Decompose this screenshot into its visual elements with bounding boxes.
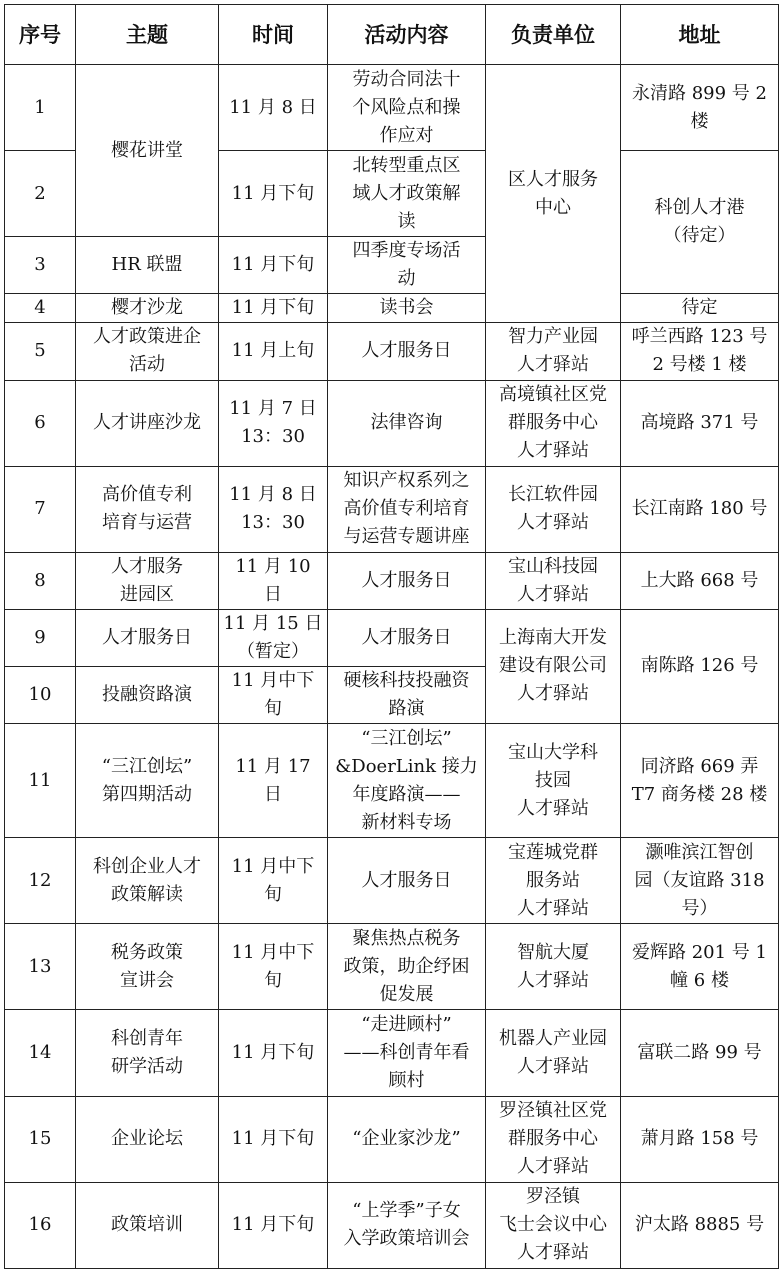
cell-address: 高境路 371 号 bbox=[621, 380, 779, 466]
cell-time: 11 月上旬 bbox=[219, 323, 328, 380]
cell-time: 11 月 8 日 bbox=[219, 65, 328, 151]
header-topic: 主题 bbox=[76, 5, 219, 65]
cell-time: 11 月下旬 bbox=[219, 294, 328, 323]
cell-content: 人才服务日 bbox=[328, 609, 486, 666]
table-row bbox=[5, 380, 779, 466]
cell-address: 萧月路 158 号 bbox=[621, 1096, 779, 1182]
cell-no: 3 bbox=[5, 237, 76, 294]
cell-no: 12 bbox=[5, 838, 76, 924]
cell-address: 上大路 668 号 bbox=[621, 552, 779, 609]
cell-unit: 上海南大开发 建设有限公司 人才驿站 bbox=[486, 609, 621, 723]
cell-topic: 人才讲座沙龙 bbox=[76, 380, 219, 466]
cell-content: 人才服务日 bbox=[328, 552, 486, 609]
cell-time: 11 月 17 日 bbox=[219, 724, 328, 838]
cell-address: 南陈路 126 号 bbox=[621, 609, 779, 723]
cell-no: 2 bbox=[5, 151, 76, 237]
cell-unit: 长江软件园 人才驿站 bbox=[486, 466, 621, 552]
cell-content: “上学季”子女 入学政策培训会 bbox=[328, 1182, 486, 1268]
cell-address: 永清路 899 号 2 楼 bbox=[621, 65, 779, 151]
cell-time: 11 月中下 旬 bbox=[219, 924, 328, 1010]
cell-no: 4 bbox=[5, 294, 76, 323]
header-time: 时间 bbox=[219, 5, 328, 65]
table-header-row bbox=[5, 5, 779, 65]
cell-unit: 智航大厦 人才驿站 bbox=[486, 924, 621, 1010]
table-row bbox=[5, 724, 779, 838]
cell-content: “企业家沙龙” bbox=[328, 1096, 486, 1182]
cell-time: 11 月 15 日 （暂定） bbox=[219, 609, 328, 666]
cell-time: 11 月 10 日 bbox=[219, 552, 328, 609]
cell-content: 知识产权系列之 高价值专利培育 与运营专题讲座 bbox=[328, 466, 486, 552]
cell-address: 富联二路 99 号 bbox=[621, 1010, 779, 1096]
cell-topic: 樱花讲堂 bbox=[76, 65, 219, 237]
cell-time: 11 月 8 日 13：30 bbox=[219, 466, 328, 552]
cell-no: 13 bbox=[5, 924, 76, 1010]
table-row bbox=[5, 838, 779, 924]
cell-no: 9 bbox=[5, 609, 76, 666]
cell-unit: 高境镇社区党 群服务中心 人才驿站 bbox=[486, 380, 621, 466]
cell-content: 四季度专场活 动 bbox=[328, 237, 486, 294]
header-content: 活动内容 bbox=[328, 5, 486, 65]
cell-time: 11 月下旬 bbox=[219, 1010, 328, 1096]
cell-no: 6 bbox=[5, 380, 76, 466]
cell-content: 劳动合同法十 个风险点和操 作应对 bbox=[328, 65, 486, 151]
cell-time: 11 月 7 日 13：30 bbox=[219, 380, 328, 466]
cell-content: 读书会 bbox=[328, 294, 486, 323]
cell-unit: 智力产业园 人才驿站 bbox=[486, 323, 621, 380]
cell-address: 待定 bbox=[621, 294, 779, 323]
cell-topic: 人才政策进企 活动 bbox=[76, 323, 219, 380]
cell-no: 5 bbox=[5, 323, 76, 380]
header-no: 序号 bbox=[5, 5, 76, 65]
table-row bbox=[5, 924, 779, 1010]
cell-unit: 罗泾镇 飞士会议中心 人才驿站 bbox=[486, 1182, 621, 1268]
table-row bbox=[5, 65, 779, 151]
cell-unit: 宝莲城党群 服务站 人才驿站 bbox=[486, 838, 621, 924]
cell-address: 沪太路 8885 号 bbox=[621, 1182, 779, 1268]
cell-content: 法律咨询 bbox=[328, 380, 486, 466]
cell-unit: 区人才服务 中心 bbox=[486, 65, 621, 323]
cell-content: 人才服务日 bbox=[328, 838, 486, 924]
cell-unit: 罗泾镇社区党 群服务中心 人才驿站 bbox=[486, 1096, 621, 1182]
cell-time: 11 月中下 旬 bbox=[219, 838, 328, 924]
cell-time: 11 月下旬 bbox=[219, 1182, 328, 1268]
table-row bbox=[5, 552, 779, 609]
cell-content: “三江创坛” &DoerLink 接力 年度路演—— 新材料专场 bbox=[328, 724, 486, 838]
cell-content: 北转型重点区 域人才政策解 读 bbox=[328, 151, 486, 237]
table-row bbox=[5, 1096, 779, 1182]
cell-address: 呼兰西路 123 号 2 号楼 1 楼 bbox=[621, 323, 779, 380]
cell-topic: HR 联盟 bbox=[76, 237, 219, 294]
cell-address: 长江南路 180 号 bbox=[621, 466, 779, 552]
table-row bbox=[5, 1182, 779, 1268]
cell-content: 人才服务日 bbox=[328, 323, 486, 380]
cell-topic: 企业论坛 bbox=[76, 1096, 219, 1182]
cell-topic: 樱才沙龙 bbox=[76, 294, 219, 323]
cell-no: 14 bbox=[5, 1010, 76, 1096]
cell-no: 10 bbox=[5, 666, 76, 723]
cell-address: 同济路 669 弄 T7 商务楼 28 楼 bbox=[621, 724, 779, 838]
table-row bbox=[5, 323, 779, 380]
cell-no: 11 bbox=[5, 724, 76, 838]
table-row bbox=[5, 609, 779, 666]
cell-content: 聚焦热点税务 政策，助企纾困 促发展 bbox=[328, 924, 486, 1010]
cell-topic: 科创企业人才 政策解读 bbox=[76, 838, 219, 924]
cell-no: 15 bbox=[5, 1096, 76, 1182]
table-row bbox=[5, 466, 779, 552]
cell-content: 硬核科技投融资 路演 bbox=[328, 666, 486, 723]
cell-content: “走进顾村” ——科创青年看 顾村 bbox=[328, 1010, 486, 1096]
cell-topic: 高价值专利 培育与运营 bbox=[76, 466, 219, 552]
table-row bbox=[5, 294, 779, 323]
cell-topic: 政策培训 bbox=[76, 1182, 219, 1268]
header-unit: 负责单位 bbox=[486, 5, 621, 65]
cell-no: 7 bbox=[5, 466, 76, 552]
cell-time: 11 月下旬 bbox=[219, 237, 328, 294]
activity-schedule-table bbox=[4, 4, 779, 1269]
cell-no: 16 bbox=[5, 1182, 76, 1268]
cell-no: 1 bbox=[5, 65, 76, 151]
cell-address: 科创人才港 （待定） bbox=[621, 151, 779, 294]
header-address: 地址 bbox=[621, 5, 779, 65]
cell-time: 11 月中下 旬 bbox=[219, 666, 328, 723]
cell-topic: 税务政策 宣讲会 bbox=[76, 924, 219, 1010]
cell-address: 爱辉路 201 号 1 幢 6 楼 bbox=[621, 924, 779, 1010]
cell-topic: 人才服务日 bbox=[76, 609, 219, 666]
cell-topic: “三江创坛” 第四期活动 bbox=[76, 724, 219, 838]
cell-time: 11 月下旬 bbox=[219, 151, 328, 237]
table-row bbox=[5, 1010, 779, 1096]
cell-unit: 宝山科技园 人才驿站 bbox=[486, 552, 621, 609]
cell-address: 灏唯滨江智创 园（友谊路 318 号） bbox=[621, 838, 779, 924]
cell-unit: 机器人产业园 人才驿站 bbox=[486, 1010, 621, 1096]
cell-topic: 投融资路演 bbox=[76, 666, 219, 723]
cell-time: 11 月下旬 bbox=[219, 1096, 328, 1182]
cell-unit: 宝山大学科 技园 人才驿站 bbox=[486, 724, 621, 838]
cell-no: 8 bbox=[5, 552, 76, 609]
cell-topic: 科创青年 研学活动 bbox=[76, 1010, 219, 1096]
cell-topic: 人才服务 进园区 bbox=[76, 552, 219, 609]
